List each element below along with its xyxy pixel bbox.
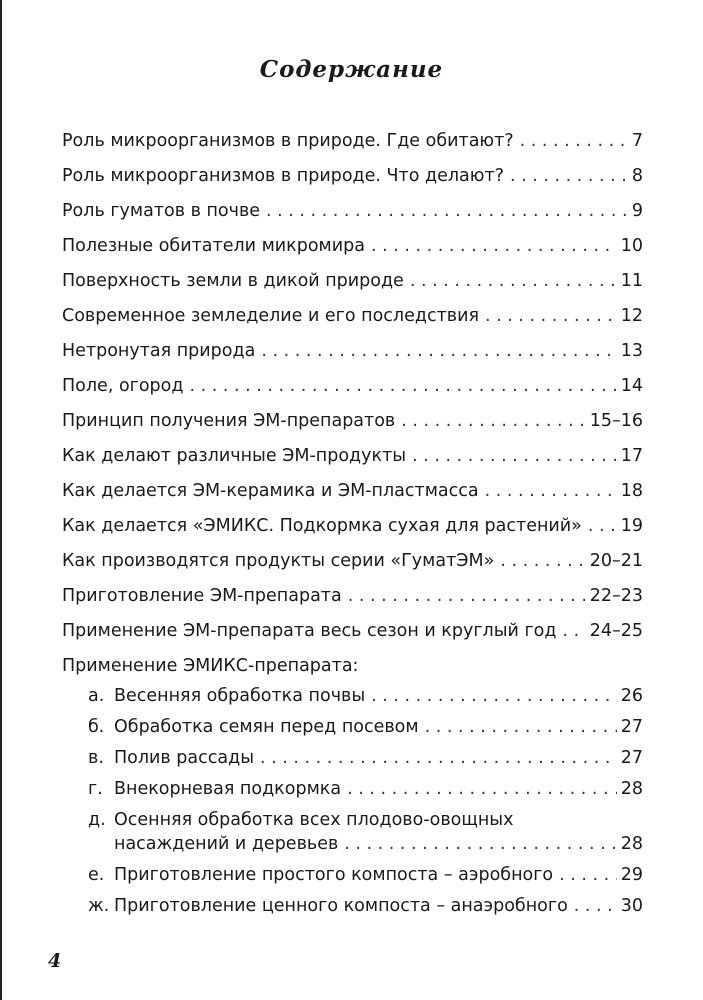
subentry-text: Приготовление простого компоста – аэробного	[114, 865, 554, 885]
page-number: 4	[48, 950, 62, 972]
toc-entry[interactable]	[62, 584, 643, 619]
subentry-text: Весенняя обработка почвы	[114, 686, 366, 706]
entry-text: Как делают различные ЭМ-продукты	[62, 446, 407, 466]
toc-subentry[interactable]	[88, 894, 643, 925]
leader-dots	[510, 164, 628, 188]
subentry-text: Полив рассады	[114, 748, 255, 768]
toc-entry[interactable]	[62, 479, 643, 514]
toc-entry[interactable]	[62, 409, 643, 444]
table-of-contents	[62, 129, 643, 925]
leader-dots	[266, 199, 628, 223]
entry-text: Нетронутая природа	[62, 341, 256, 361]
section-heading: Применение ЭМИКС-препарата:	[62, 656, 359, 676]
leader-dots	[485, 479, 617, 503]
entry-text: Полезные обитатели микромира	[62, 236, 365, 256]
toc-entry[interactable]	[62, 444, 643, 479]
entry-text: Приготовление ЭМ-препарата	[62, 586, 342, 606]
entry-page: 24–25	[589, 621, 643, 641]
leader-dots	[348, 584, 586, 608]
subentry-letter: а.	[88, 686, 105, 706]
toc-entry[interactable]	[62, 129, 643, 164]
toc-subentry-multiline[interactable]	[88, 808, 643, 863]
entry-text: Роль микроорганизмов в природе. Где обитают?	[62, 131, 514, 151]
toc-entry[interactable]	[62, 199, 643, 234]
entry-page: 8	[631, 166, 643, 186]
subentry-page: 28	[620, 779, 643, 799]
entry-page: 10	[620, 236, 643, 256]
toc-entry[interactable]	[62, 619, 643, 654]
leader-dots	[559, 863, 617, 887]
toc-subentry[interactable]	[88, 746, 643, 777]
toc-entry[interactable]	[62, 269, 643, 304]
entry-page: 12	[620, 306, 643, 326]
subentry-page: 26	[620, 686, 643, 706]
entry-text: Как производятся продукты серии «ГуматЭМ»	[62, 551, 495, 571]
entry-text: Как делается ЭМ-керамика и ЭМ-пластмасса	[62, 481, 479, 501]
toc-entry[interactable]	[62, 339, 643, 374]
entry-page: 15–16	[589, 411, 643, 431]
entry-page: 9	[631, 201, 643, 221]
entry-page: 19	[620, 516, 643, 536]
entry-text: Поверхность земли в дикой природе	[62, 271, 404, 291]
toc-entry[interactable]	[62, 549, 643, 584]
subentry-letter: ж.	[88, 896, 110, 916]
entry-page: 14	[620, 376, 643, 396]
entry-text: Роль гуматов в почве	[62, 201, 261, 221]
toc-entry[interactable]	[62, 234, 643, 269]
leader-dots	[574, 894, 617, 918]
subentry-letter: в.	[88, 748, 104, 768]
toc-entry[interactable]	[62, 304, 643, 339]
entry-page: 7	[631, 131, 643, 151]
entry-page: 11	[620, 271, 643, 291]
toc-subentry[interactable]	[88, 777, 643, 808]
subentry-text-line1: Осенняя обработка всех плодово-овощных	[114, 810, 514, 830]
entry-page: 17	[620, 446, 643, 466]
leader-dots	[189, 374, 616, 398]
subentry-page: 30	[620, 896, 643, 916]
subentry-page: 27	[620, 717, 643, 737]
entry-text: Как делается «ЭМИКС. Подкормка сухая для растений»	[62, 516, 582, 536]
subentry-text: Приготовление ценного компоста – анаэробного	[114, 896, 568, 916]
leader-dots	[401, 409, 585, 433]
toc-entry[interactable]	[62, 164, 643, 199]
leader-dots	[425, 715, 617, 739]
entry-page: 22–23	[589, 586, 643, 606]
leader-dots	[344, 832, 616, 856]
entry-page: 13	[620, 341, 643, 361]
subentry-page: 29	[620, 865, 643, 885]
subentry-letter: б.	[88, 717, 105, 737]
entry-page: 18	[620, 481, 643, 501]
subentry-page: 28	[620, 834, 643, 854]
toc-subentry[interactable]	[88, 715, 643, 746]
leader-dots	[562, 619, 585, 643]
subentry-letter: г.	[88, 779, 103, 799]
entry-page: 20–21	[589, 551, 643, 571]
entry-text: Роль микроорганизмов в природе. Что делают?	[62, 166, 504, 186]
entry-text: Применение ЭМ-препарата весь сезон и круглый год	[62, 621, 557, 641]
subentry-text: Внекорневая подкормка	[114, 779, 342, 799]
entry-text: Поле, огород	[62, 376, 184, 396]
toc-entry[interactable]	[62, 374, 643, 409]
subentry-text-line2: насаждений и деревьев	[114, 834, 339, 854]
leader-dots	[261, 339, 616, 363]
subentry-letter: д.	[88, 810, 106, 830]
leader-dots	[500, 549, 585, 573]
leader-dots	[410, 269, 617, 293]
subentry-letter: е.	[88, 865, 105, 885]
leader-dots	[588, 514, 617, 538]
leader-dots	[485, 304, 617, 328]
leader-dots	[371, 234, 617, 258]
entry-text: Современное земледелие и его последствия	[62, 306, 480, 326]
subentry-page: 27	[620, 748, 643, 768]
subentry-text: Обработка семян перед посевом	[114, 717, 419, 737]
page-title: Содержание	[259, 56, 444, 83]
leader-dots	[371, 684, 617, 708]
leader-dots	[347, 777, 617, 801]
toc-entry[interactable]	[62, 514, 643, 549]
leader-dots	[520, 129, 628, 153]
page-edge	[0, 0, 2, 1000]
entry-text: Принцип получения ЭМ-препаратов	[62, 411, 396, 431]
toc-subentry[interactable]	[88, 863, 643, 894]
leader-dots	[260, 746, 617, 770]
leader-dots	[412, 444, 617, 468]
toc-subentry[interactable]	[88, 684, 643, 715]
